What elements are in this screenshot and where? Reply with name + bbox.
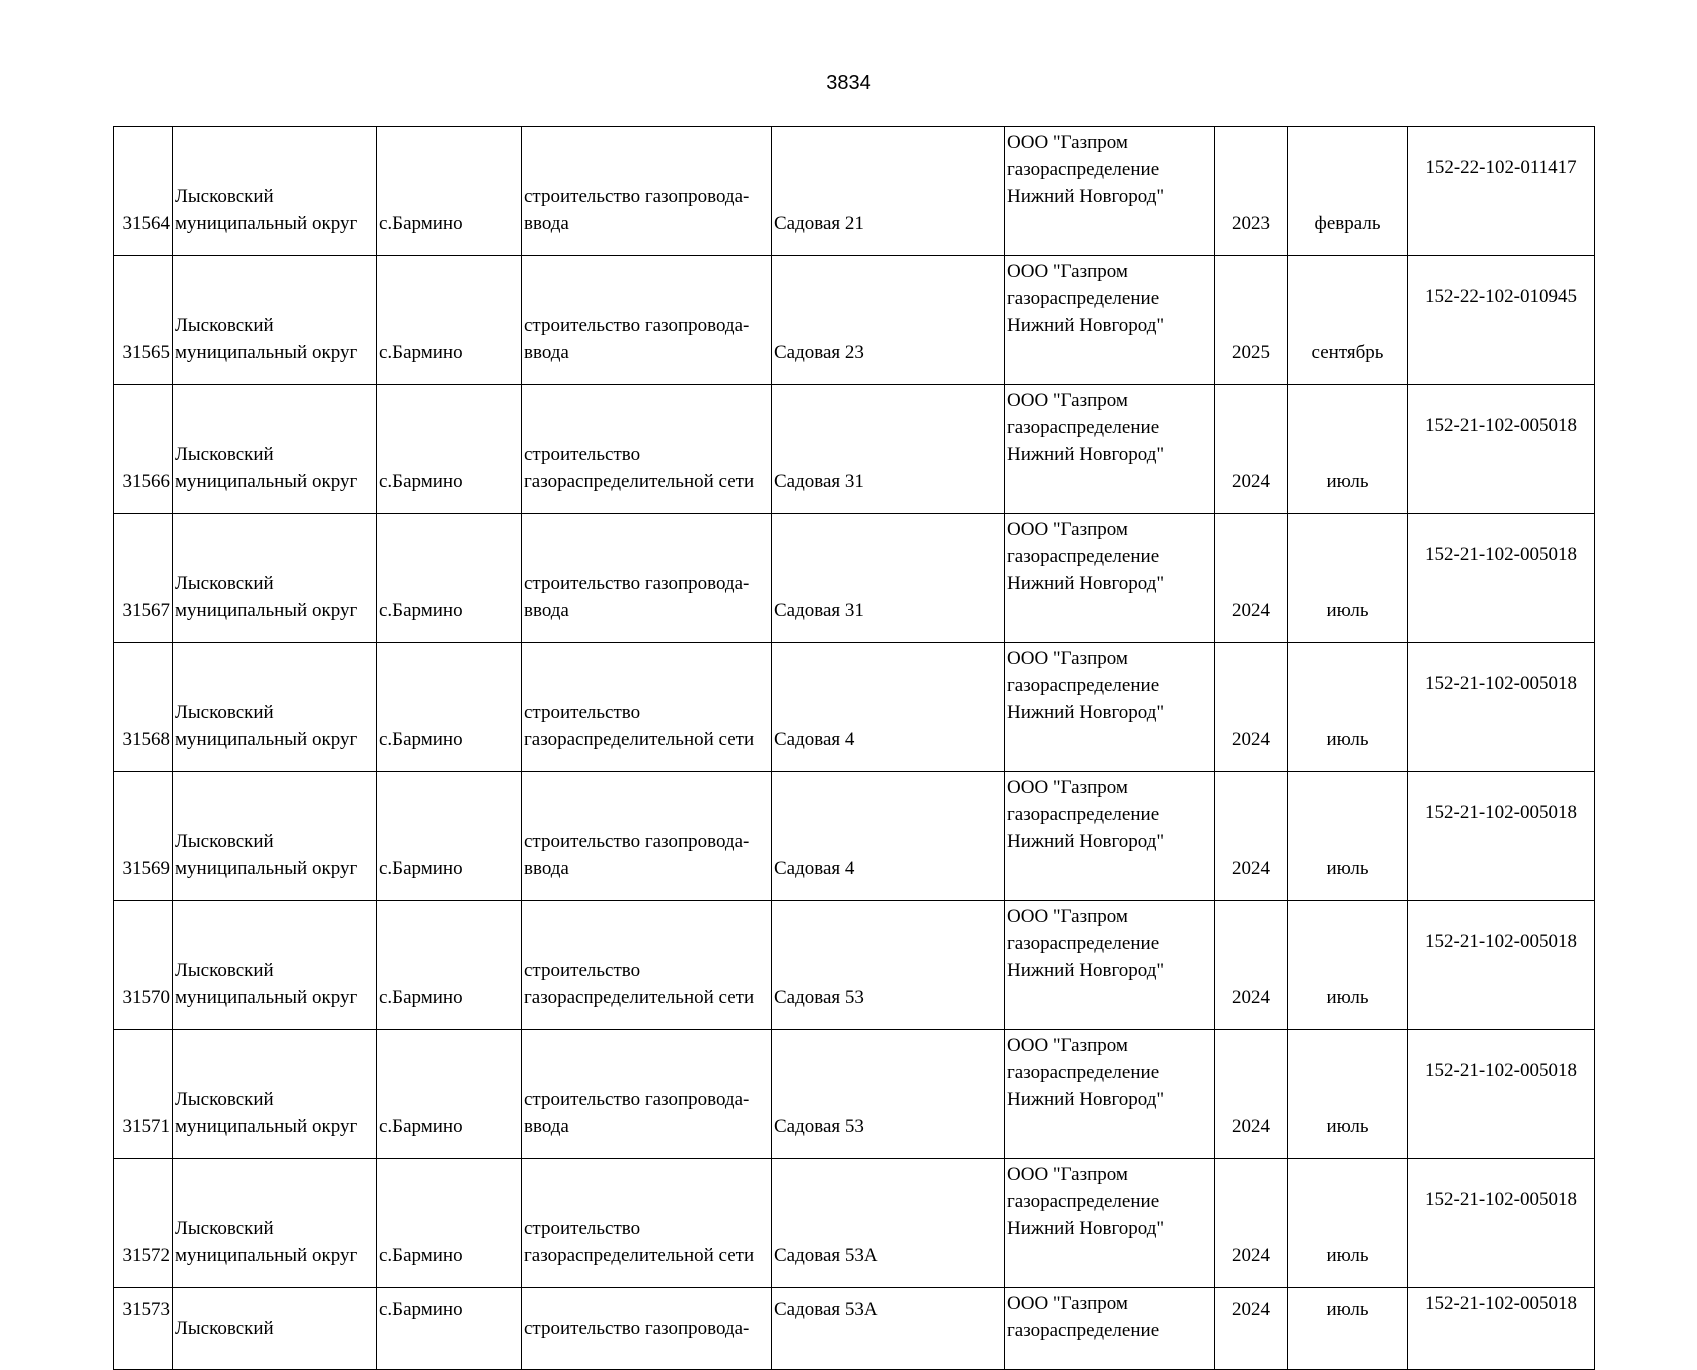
work-type-cell [522,256,772,385]
organization-cell-line: ООО "Газпром [1007,1035,1128,1056]
code-cell: 152-21-102-005018 [1408,1159,1595,1288]
row-number-cell: 31568 [114,643,173,772]
year-cell: 2024 [1215,1288,1288,1370]
work-type-cell-line: газораспределительной сети [524,729,755,750]
work-type-cell-line: строительство [524,444,641,465]
organization-cell-line: газораспределение [1007,1191,1160,1212]
village-cell: с.Бармино [377,1030,522,1159]
month-cell: июль [1288,1159,1408,1288]
year-cell: 2024 [1215,514,1288,643]
district-cell [173,514,377,643]
year-cell: 2024 [1215,772,1288,901]
month-cell: июль [1288,643,1408,772]
organization-cell [1005,127,1215,256]
row-number-cell: 31571 [114,1030,173,1159]
address-cell: Садовая 53А [772,1159,1005,1288]
organization-cell-line: Нижний Новгород" [1007,831,1165,852]
district-cell [173,127,377,256]
district-cell [173,901,377,1030]
organization-cell-line: ООО "Газпром [1007,132,1128,153]
village-cell: с.Бармино [377,256,522,385]
organization-cell-line: ООО "Газпром [1007,390,1128,411]
work-type-cell [522,127,772,256]
row-number-cell: 31567 [114,514,173,643]
code-cell: 152-21-102-005018 [1408,772,1595,901]
district-cell-line: Лысковский [175,1318,274,1339]
table-row [114,385,1595,514]
code-cell: 152-21-102-005018 [1408,1030,1595,1159]
table-row [114,127,1595,256]
village-cell: с.Бармино [377,385,522,514]
page-number: 3834 [826,72,871,94]
table-body [114,127,1595,1370]
row-number-cell: 31573 [114,1288,173,1370]
organization-cell-line: Нижний Новгород" [1007,702,1165,723]
work-type-cell [522,643,772,772]
address-cell: Садовая 53 [772,1030,1005,1159]
organization-cell-line: газораспределение [1007,804,1160,825]
work-type-cell [522,901,772,1030]
table-row [114,514,1595,643]
district-cell-line: Лысковский [175,573,274,594]
organization-cell [1005,901,1215,1030]
month-cell: июль [1288,1030,1408,1159]
address-cell: Садовая 21 [772,127,1005,256]
year-cell: 2025 [1215,256,1288,385]
village-cell: с.Бармино [377,514,522,643]
work-type-cell-line: ввода [524,1116,569,1137]
district-cell-line: Лысковский [175,1089,274,1110]
work-type-cell [522,1030,772,1159]
table-row [114,1030,1595,1159]
village-cell: с.Бармино [377,643,522,772]
organization-cell-line: Нижний Новгород" [1007,444,1165,465]
table-row [114,772,1595,901]
organization-cell-line: ООО "Газпром [1007,519,1128,540]
row-number-cell: 31572 [114,1159,173,1288]
district-cell-line: муниципальный округ [175,1116,358,1137]
work-type-cell-line: газораспределительной сети [524,471,755,492]
village-cell: с.Бармино [377,127,522,256]
year-cell: 2023 [1215,127,1288,256]
district-cell-line: Лысковский [175,186,274,207]
district-cell-line: муниципальный округ [175,342,358,363]
code-cell: 152-22-102-010945 [1408,256,1595,385]
district-cell-line: муниципальный округ [175,729,358,750]
code-cell: 152-21-102-005018 [1408,385,1595,514]
organization-cell [1005,1030,1215,1159]
work-type-cell-line: строительство газопровода- [524,1089,750,1110]
work-type-cell-line: строительство газопровода- [524,573,750,594]
district-cell-line: муниципальный округ [175,1245,358,1266]
row-number-cell: 31570 [114,901,173,1030]
village-cell: с.Бармино [377,1159,522,1288]
year-cell: 2024 [1215,643,1288,772]
organization-cell-line: Нижний Новгород" [1007,1218,1165,1239]
month-cell: июль [1288,901,1408,1030]
organization-cell [1005,1288,1215,1370]
district-cell [173,1288,377,1370]
district-cell-line: Лысковский [175,702,274,723]
work-type-cell [522,1159,772,1288]
row-number-cell: 31569 [114,772,173,901]
address-cell: Садовая 4 [772,772,1005,901]
organization-cell-line: ООО "Газпром [1007,1164,1128,1185]
address-cell: Садовая 53А [772,1288,1005,1370]
organization-cell [1005,514,1215,643]
organization-cell-line: Нижний Новгород" [1007,573,1165,594]
district-cell-line: муниципальный округ [175,858,358,879]
month-cell: июль [1288,514,1408,643]
organization-cell-line: газораспределение [1007,159,1160,180]
organization-cell-line: ООО "Газпром [1007,261,1128,282]
organization-cell-line: газораспределение [1007,288,1160,309]
village-cell: с.Бармино [377,901,522,1030]
work-type-cell-line: строительство [524,960,641,981]
organization-cell-line: газораспределение [1007,546,1160,567]
district-cell [173,643,377,772]
organization-cell [1005,1159,1215,1288]
work-type-cell-line: газораспределительной сети [524,987,755,1008]
village-cell: с.Бармино [377,1288,522,1370]
district-cell [173,385,377,514]
year-cell: 2024 [1215,1159,1288,1288]
organization-cell-line: Нижний Новгород" [1007,186,1165,207]
district-cell-line: муниципальный округ [175,987,358,1008]
work-type-cell [522,514,772,643]
code-cell: 152-21-102-005018 [1408,514,1595,643]
work-type-cell-line: ввода [524,342,569,363]
month-cell: февраль [1288,127,1408,256]
district-cell-line: муниципальный округ [175,213,358,234]
organization-cell-line: газораспределение [1007,1062,1160,1083]
work-type-cell-line: строительство [524,1218,641,1239]
month-cell: июль [1288,385,1408,514]
row-number-cell: 31565 [114,256,173,385]
work-type-cell [522,385,772,514]
work-type-cell-line: строительство газопровода- [524,315,750,336]
table-row [114,256,1595,385]
table-row [114,1159,1595,1288]
organization-cell-line: газораспределение [1007,417,1160,438]
organization-cell [1005,772,1215,901]
code-cell: 152-21-102-005018 [1408,643,1595,772]
work-type-cell-line: ввода [524,858,569,879]
district-cell-line: Лысковский [175,315,274,336]
code-cell: 152-21-102-005018 [1408,1288,1595,1370]
work-type-cell-line: ввода [524,600,569,621]
organization-cell-line: Нижний Новгород" [1007,315,1165,336]
organization-cell-line: газораспределение [1007,675,1160,696]
work-type-cell-line: строительство [524,702,641,723]
year-cell: 2024 [1215,1030,1288,1159]
address-cell: Садовая 31 [772,385,1005,514]
work-type-cell-line: газораспределительной сети [524,1245,755,1266]
table-row [114,1288,1595,1370]
table-row [114,901,1595,1030]
work-type-cell [522,1288,772,1370]
address-cell: Садовая 23 [772,256,1005,385]
work-type-cell-line: строительство газопровода- [524,1318,750,1339]
code-cell: 152-21-102-005018 [1408,901,1595,1030]
organization-cell-line: ООО "Газпром [1007,1293,1128,1314]
organization-cell-line: ООО "Газпром [1007,648,1128,669]
organization-cell [1005,643,1215,772]
organization-cell-line: ООО "Газпром [1007,906,1128,927]
district-cell-line: Лысковский [175,1218,274,1239]
registry-table [113,126,1595,1370]
work-type-cell-line: ввода [524,213,569,234]
address-cell: Садовая 4 [772,643,1005,772]
work-type-cell-line: строительство газопровода- [524,831,750,852]
village-cell: с.Бармино [377,772,522,901]
table-row [114,643,1595,772]
organization-cell-line: газораспределение [1007,933,1160,954]
month-cell: сентябрь [1288,256,1408,385]
organization-cell-line: Нижний Новгород" [1007,960,1165,981]
district-cell-line: муниципальный округ [175,600,358,621]
district-cell [173,772,377,901]
district-cell [173,1159,377,1288]
district-cell [173,1030,377,1159]
district-cell-line: Лысковский [175,960,274,981]
organization-cell-line: ООО "Газпром [1007,777,1128,798]
address-cell: Садовая 53 [772,901,1005,1030]
organization-cell-line: Нижний Новгород" [1007,1089,1165,1110]
month-cell: июль [1288,1288,1408,1370]
district-cell-line: Лысковский [175,831,274,852]
row-number-cell: 31564 [114,127,173,256]
month-cell: июль [1288,772,1408,901]
district-cell-line: Лысковский [175,444,274,465]
row-number-cell: 31566 [114,385,173,514]
organization-cell-line: газораспределение [1007,1320,1160,1341]
work-type-cell [522,772,772,901]
year-cell: 2024 [1215,385,1288,514]
address-cell: Садовая 31 [772,514,1005,643]
organization-cell [1005,256,1215,385]
work-type-cell-line: строительство газопровода- [524,186,750,207]
code-cell: 152-22-102-011417 [1408,127,1595,256]
district-cell-line: муниципальный округ [175,471,358,492]
organization-cell [1005,385,1215,514]
year-cell: 2024 [1215,901,1288,1030]
district-cell [173,256,377,385]
